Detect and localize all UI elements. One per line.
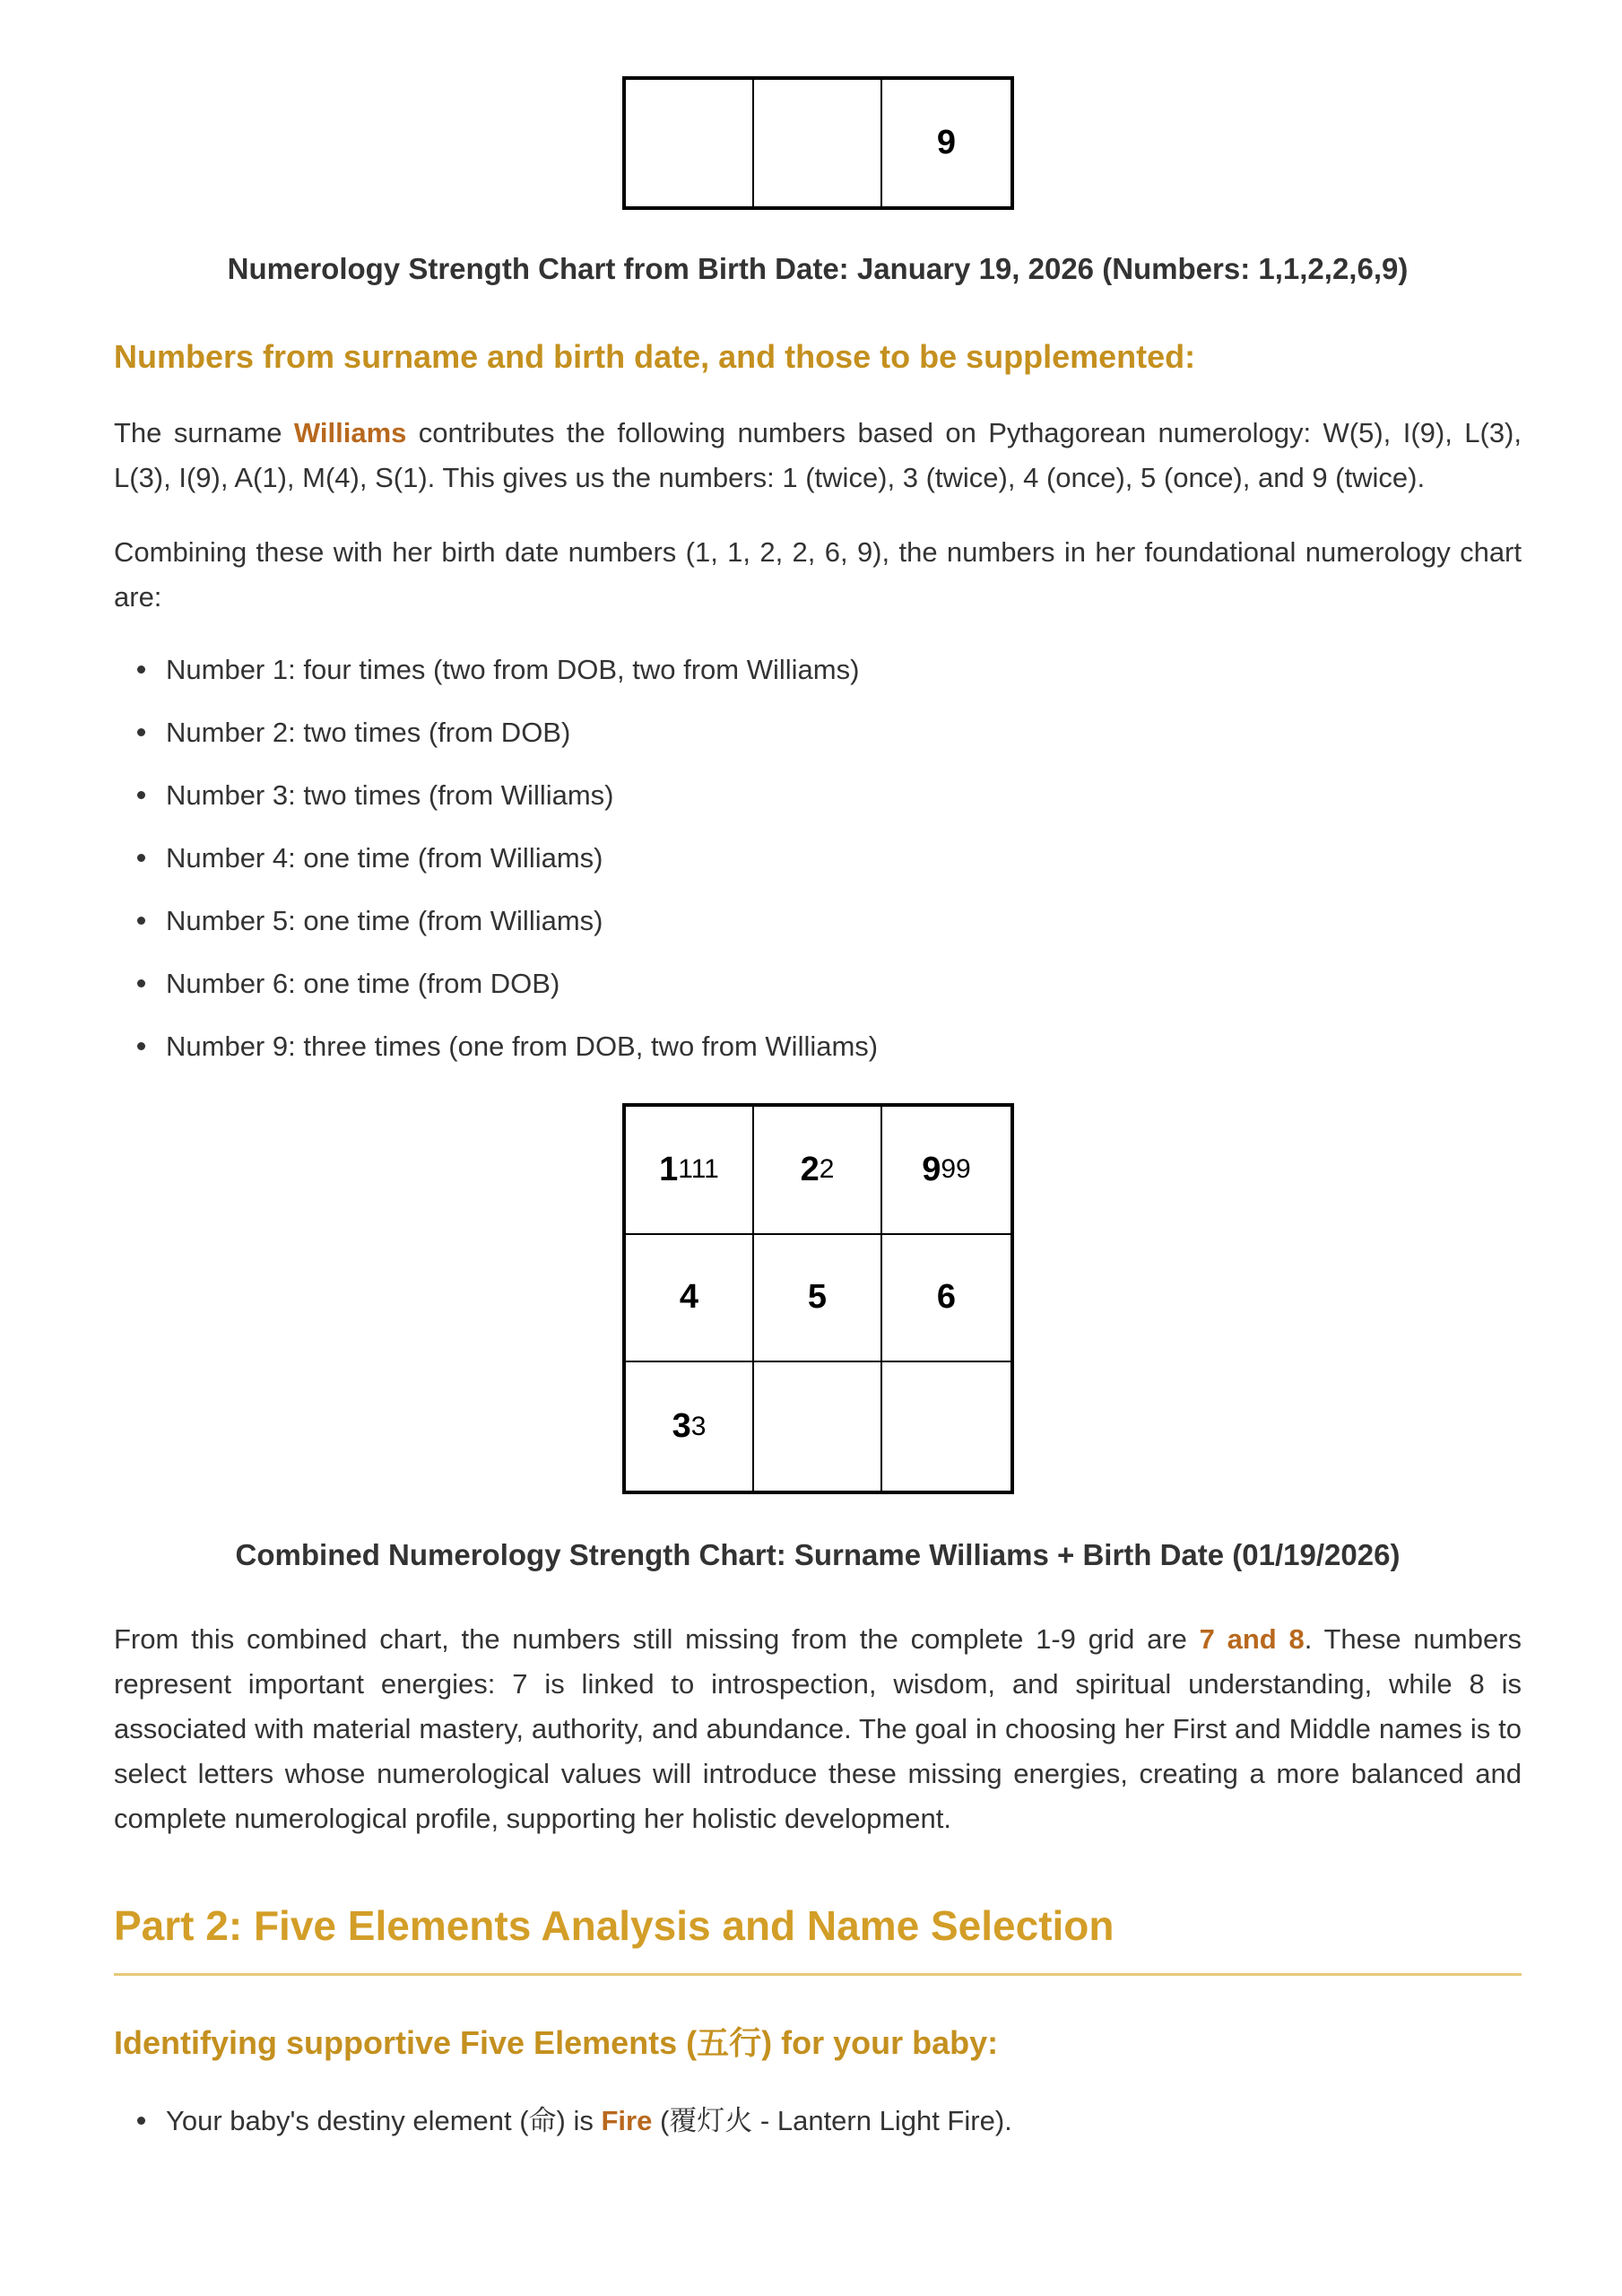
section-heading-numbers: Numbers from surname and birth date, and those to be supplemented: <box>114 338 1196 375</box>
grid-cell <box>754 1235 882 1363</box>
text-run: The surname <box>114 417 294 448</box>
surname-highlight: Williams <box>293 417 407 448</box>
combined-numerology-grid <box>622 1103 1014 1494</box>
list-item: Number 3: two times (from Williams) <box>114 773 1522 836</box>
missing-numbers-paragraph <box>114 1617 1522 1841</box>
surname-paragraph <box>114 411 1522 500</box>
number-count-list <box>114 648 1522 1087</box>
grid-cell <box>626 1362 754 1491</box>
grid-cell <box>626 1107 754 1235</box>
cell-repeat-digits: 99 <box>941 1154 971 1185</box>
heading-divider <box>114 1973 1522 1976</box>
fire-element-highlight: Fire <box>601 2105 653 2136</box>
grid-cell <box>882 1362 1010 1491</box>
grid-cell <box>626 1235 754 1363</box>
list-item: Number 2: two times (from DOB) <box>114 710 1522 773</box>
list-item: Number 9: three times (one from DOB, two from Williams) <box>114 1024 1522 1087</box>
list-item: Number 6: one time (from DOB) <box>114 961 1522 1024</box>
text-run: From this combined chart, the numbers still missing from the complete 1-9 grid are <box>114 1623 1200 1655</box>
cell-main-number: 1 <box>659 1150 679 1188</box>
text-run: (覆灯火 - Lantern Light Fire). <box>652 2105 1012 2136</box>
birth-chart-caption: Numerology Strength Chart from Birth Date: January 19, 2026 (Numbers: 1,1,2,2,6,9) <box>227 252 1409 285</box>
list-item <box>114 2099 1522 2161</box>
five-elements-subheading: Identifying supportive Five Elements (五行) for your baby: <box>114 2024 999 2061</box>
grid-cell <box>882 1235 1010 1363</box>
combined-chart-caption: Combined Numerology Strength Chart: Surname Williams + Birth Date (01/19/2026) <box>235 1538 1401 1571</box>
text-run: contributes the following numbers based on Pythagorean numerology: W(5), I(9), L(3), L(3), I(9), A(1), M(4), S(1). This gives us the numbers: 1 (twice), 3 (twice), 4 (once), 5 (once), and 9 (twice). <box>114 417 1522 493</box>
list-item: Number 1: four times (two from DOB, two from Williams) <box>114 648 1522 710</box>
grid-cell <box>754 1107 882 1235</box>
grid-cell <box>754 1362 882 1491</box>
cell-main-number: 2 <box>800 1150 820 1188</box>
cell-main-number: 9 <box>936 124 957 161</box>
grid-cell <box>882 80 1010 206</box>
grid-cell <box>754 80 882 206</box>
cell-main-number: 3 <box>672 1407 691 1446</box>
text-run: . These numbers represent important energies: 7 is linked to introspection, wisdom, and spiritual understanding, while 8 is associated with material mastery, authority, and abundance. The goal in choosing her First and Middle names is to select letters whose numerological values will introduce these missing energies, creating a more balanced and complete numerological profile, supporting her holistic development. <box>114 1623 1522 1834</box>
five-elements-list <box>114 2099 1522 2161</box>
cell-repeat-digits: 2 <box>819 1154 835 1185</box>
part2-heading: Part 2: Five Elements Analysis and Name Selection <box>114 1902 1115 1949</box>
cell-main-number: 9 <box>922 1150 941 1188</box>
combining-paragraph: Combining these with her birth date numbers (1, 1, 2, 2, 6, 9), the numbers in her foundational numerology chart are: <box>114 536 1522 613</box>
grid-cell <box>882 1107 1010 1235</box>
cell-main-number: 6 <box>936 1278 957 1317</box>
missing-numbers-highlight: 7 and 8 <box>1199 1623 1305 1655</box>
birth-date-grid-partial <box>622 76 1014 210</box>
list-item: Number 4: one time (from Williams) <box>114 836 1522 899</box>
list-item: Number 5: one time (from Williams) <box>114 899 1522 961</box>
cell-repeat-digits: 3 <box>690 1411 707 1441</box>
cell-main-number: 5 <box>807 1278 828 1317</box>
text-run: Your baby's destiny element (命) is <box>166 2105 602 2136</box>
cell-repeat-digits: 111 <box>678 1154 719 1185</box>
cell-main-number: 4 <box>679 1278 699 1317</box>
grid-cell <box>626 80 754 206</box>
